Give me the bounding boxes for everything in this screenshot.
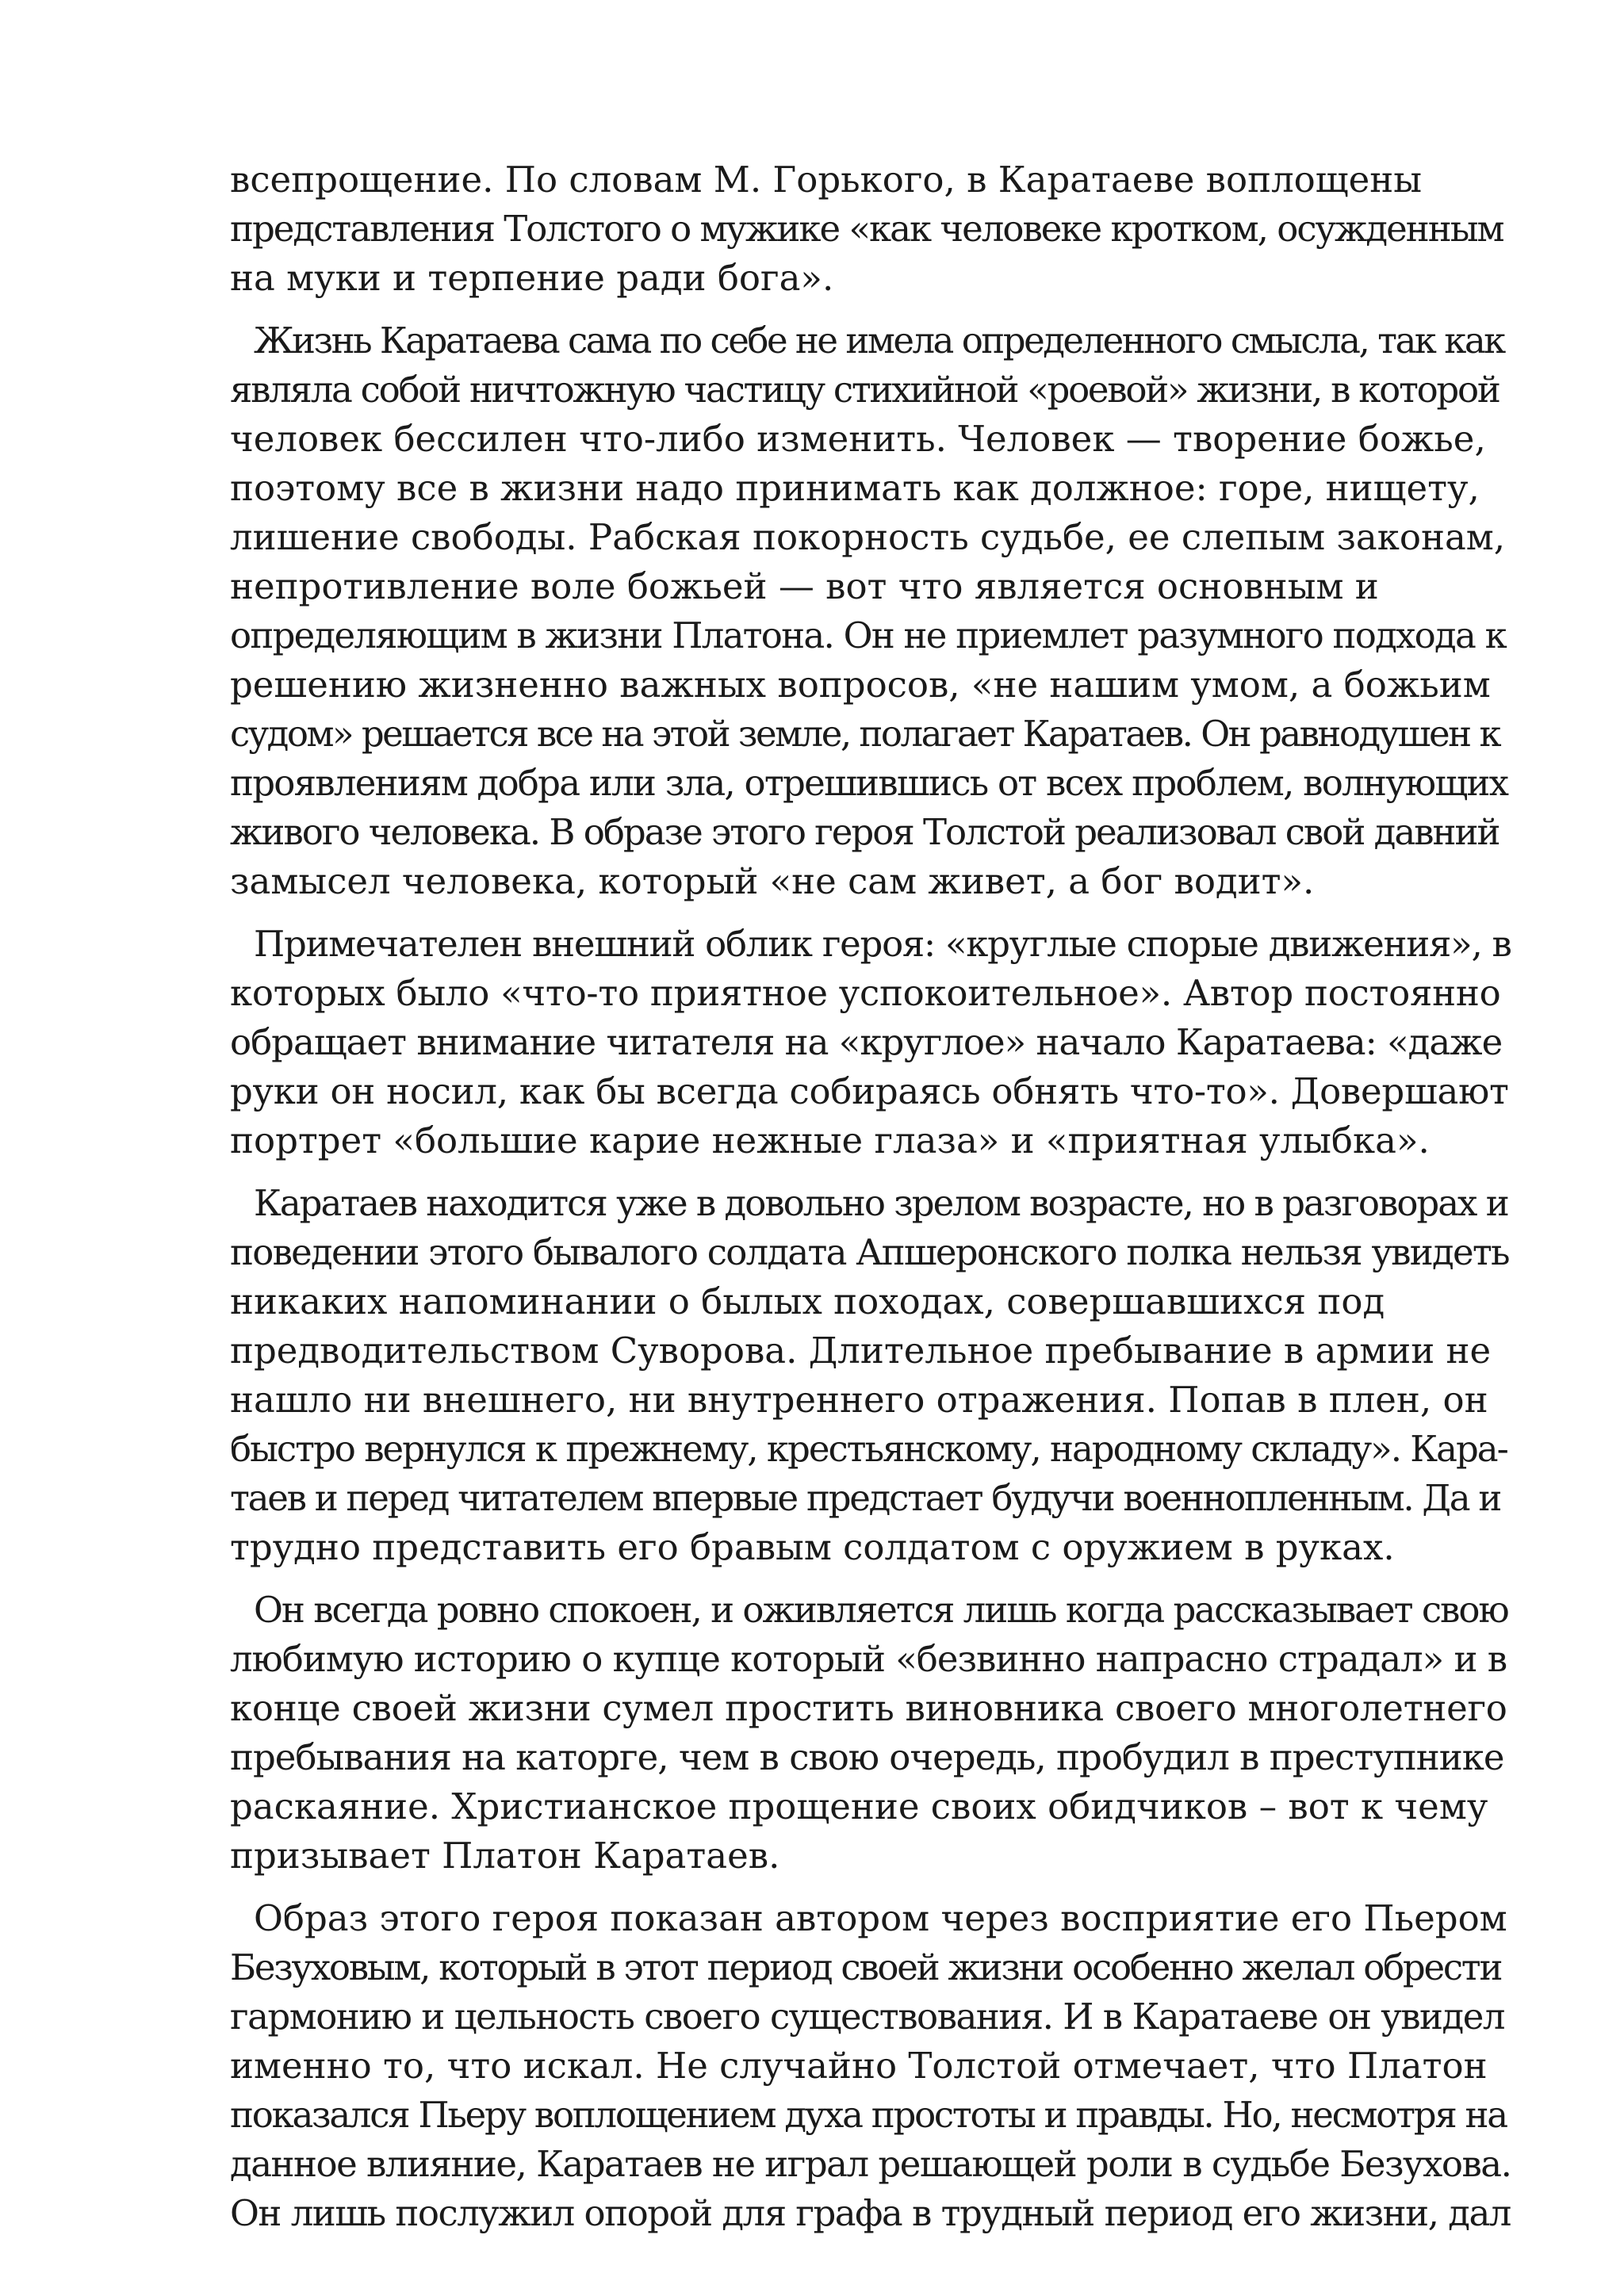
text-line: конце своей жизни сумел простить виновника своего многолетнего <box>230 1687 1507 1729</box>
text-line: любимую историю о купце который «безвинно напрасно страдал» и в <box>230 1638 1507 1680</box>
body-text <box>230 155 1511 2252</box>
text-line: гармонию и цельность своего существования. И в Каратаеве он увидел <box>230 1996 1504 2038</box>
text-line: предводительством Суворова. Длительное пребывание в армии не <box>230 1330 1492 1372</box>
text-line: судом» решается все на этой земле, полагает Каратаев. Он равнодушен к <box>230 713 1500 755</box>
text-line: призывает Платон Каратаев. <box>230 1835 780 1877</box>
text-line: именно то, что искал. Не случайно Толстой отмечает, что Платон <box>230 2045 1488 2087</box>
text-line: всепрощение. По словам М. Горького, в Каратаеве воплощены <box>230 159 1423 201</box>
text-line: которых было «что-то приятное успокоительное». Автор постоянно <box>230 972 1501 1014</box>
text-line: определяющим в жизни Платона. Он не приемлет разумного подхода к <box>230 614 1506 656</box>
paragraph-5 <box>230 1586 1511 1881</box>
text-line: трудно представить его бравым солдатом с оружием в руках. <box>230 1526 1395 1568</box>
text-line: решению жизненно важных вопросов, «не нашим умом, а божьим <box>230 664 1491 706</box>
text-line: нашло ни внешнего, ни внутреннего отражения. Попав в плен, он <box>230 1379 1488 1421</box>
paragraph-6 <box>230 1894 1511 2238</box>
text-line: Образ этого героя показан автором через восприятие его Пьером <box>254 1897 1507 1939</box>
text-line: Он лишь послужил опорой для графа в трудный период его жизни, дал <box>230 2192 1511 2234</box>
text-line: показался Пьеру воплощением духа простоты и правды. Но, несмотря на <box>230 2094 1507 2136</box>
text-line: замысел человека, который «не сам живет, а бог водит». <box>230 860 1315 902</box>
text-line: на муки и терпение ради бога». <box>230 257 834 299</box>
text-line: живого человека. В образе этого героя Толстой реализовал свой давний <box>230 811 1500 853</box>
text-line: поведении этого бывалого солдата Апшеронского полка нельзя увидеть <box>230 1231 1509 1273</box>
text-line: обращает внимание читателя на «круглое» начало Каратаева: «даже <box>230 1021 1503 1063</box>
text-line: проявлениям добра или зла, отрешившись от всех проблем, волнующих <box>230 762 1508 804</box>
text-line: быстро вернулся к прежнему, крестьянскому, народному складу». Кара- <box>230 1428 1507 1470</box>
text-line: никаких напоминании о былых походах, совершавшихся под <box>230 1280 1385 1322</box>
text-line: непротивление воле божьей — вот что является основным и <box>230 565 1379 607</box>
paragraph-2 <box>230 316 1511 906</box>
text-line: лишение свободы. Рабская покорность судьбе, ее слепым законам, <box>230 516 1506 558</box>
text-line: раскаяние. Христианское прощение своих обидчиков – вот к чему <box>230 1785 1488 1827</box>
text-line: Примечателен внешний облик героя: «круглые спорые движения», в <box>254 923 1511 965</box>
text-line: представления Толстого о мужике «как человеке кротком, осужденным <box>230 208 1503 250</box>
text-line: Жизнь Каратаева сама по себе не имела определенного смысла, так как <box>254 320 1504 362</box>
text-line: руки он носил, как бы всегда собираясь обнять что-то». Довершают <box>230 1070 1509 1112</box>
paragraph-4 <box>230 1179 1511 1572</box>
text-line: таев и перед читателем впервые предстает будучи военнопленным. Да и <box>230 1477 1501 1519</box>
text-line: данное влияние, Каратаев не играл решающей роли в судьбе Безухова. <box>230 2143 1511 2185</box>
text-line: являла собой ничтожную частицу стихийной «роевой» жизни, в которой <box>230 369 1500 411</box>
text-line: Каратаев находится уже в довольно зрелом возрасте, но в разговорах и <box>254 1182 1508 1224</box>
paragraph-3 <box>230 920 1511 1165</box>
text-line: Он всегда ровно спокоен, и оживляется лишь когда рассказывает свою <box>254 1589 1508 1631</box>
text-line: пребывания на каторге, чем в свою очередь, пробудил в преступнике <box>230 1736 1504 1778</box>
text-line: портрет «большие карие нежные глаза» и «приятная улыбка». <box>230 1119 1430 1161</box>
text-line: человек бессилен что-либо изменить. Человек — творение божье, <box>230 418 1486 460</box>
text-line: Безуховым, который в этот период своей жизни особенно желал обрести <box>230 1946 1502 1988</box>
paragraph-1 <box>230 155 1511 303</box>
text-line: поэтому все в жизни надо принимать как должное: горе, нищету, <box>230 467 1480 509</box>
